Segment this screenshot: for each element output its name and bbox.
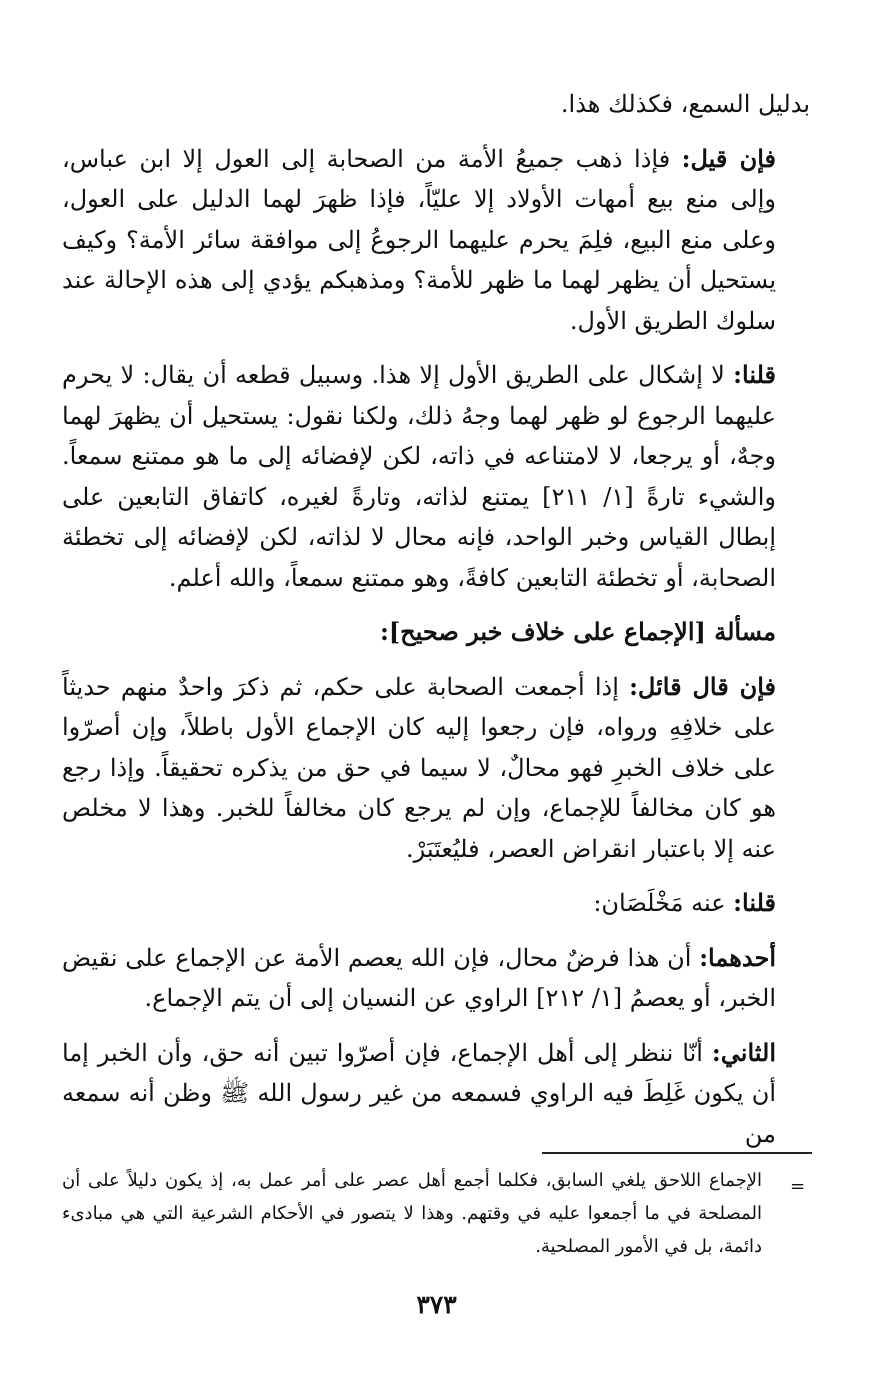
paragraph-lead: قلنا: <box>733 888 776 917</box>
paragraph-5 <box>62 883 810 924</box>
paragraph-text: فإذا ذهب جميعُ الأمة من الصحابة إلى العول إلا ابن عباس، وإلى منع بيع أمهات الأولاد إلا عليّاً، فإذا ظهرَ لهما الدليل على العول، وعلى منع البيع، فلِمَ يحرم عليهما الرجوعُ إلى موافقة سائر الأمة؟ وكيف يستحيل أن يظهر لهما ما ظهر للأمة؟ ومذهبكم يؤدي إلى هذه الإحالة عند سلوك الطريق الأول. <box>62 144 776 335</box>
footnote-text: الإجماع اللاحق يلغي السابق، فكلما أجمع أهل عصر على أمر عمل به، إذ يكون دليلاً على أن المصلحة في ما أجمعوا عليه في وقتهم. وهذا لا يتصور في الأحكام الشرعية التي هي مبادىء دائمة، بل في الأمور المصلحية. <box>62 1170 762 1257</box>
paragraph-text: أن هذا فرضٌ محال، فإن الله يعصم الأمة عن الإجماع على نقيض الخبر، أو يعصمُ [١/ ٢١٢] الراوي عن النسيان إلى أن يتم الإجماع. <box>62 943 776 1012</box>
paragraph-text: إذا أجمعت الصحابة على حكم، ثم ذكرَ واحدٌ منهم حديثاً على خلافِهِ ورواه، فإن رجعوا إليه كان الإجماع الأول باطلاً، وإن أصرّوا على خلاف الخبرِ فهو محالٌ، لا سيما في حق من يذكره تحقيقاً. وإذا رجع هو كان مخالفاً للإجماع، وإن لم يرجع كان مخالفاً للخبر. وهذا لا مخلص عنه إلا باعتبار انقراض العصر، فليُعتَبَرْ. <box>62 672 777 863</box>
paragraph-7 <box>62 1033 810 1155</box>
paragraph-lead: فإن قال قائل: <box>629 671 777 701</box>
footnote-divider <box>542 1152 812 1154</box>
paragraph-text: أنّا ننظر إلى أهل الإجماع، فإن أصرّوا تبين أنه حق، وأن الخبر إما أن يكون غَلِطَ فيه الراوي فسمعه من غير رسول الله ﷺ وظن أنه سمعه من <box>62 1038 776 1148</box>
paragraph-6 <box>62 938 810 1019</box>
paragraph-lead: أحدهما: <box>699 942 776 972</box>
paragraph-lead: فإن قيل: <box>681 143 777 173</box>
page-body <box>62 84 810 1168</box>
footnote-continuation-marker: = <box>790 1176 806 1197</box>
paragraph-text: عنه مَخْلَصَان: <box>593 889 734 917</box>
paragraph-text: لا إشكال على الطريق الأول إلا هذا. وسبيل قطعه أن يقال: لا يحرم عليهما الرجوع لو ظهر لهما وجهُ ذلك، ولكنا نقول: يستحيل أن يظهرَ لهما وجهٌ، أو يرجعا، لا لامتناعه في ذاته، لكن لإفضائه إلى ما هو ممتنع سمعاً. والشيء تارةً [١/ ٢١١] يمتنع لذاته، وتارةً لغيره، كاتفاق التابعين على إبطال القياس وخبر الواحد، فإنه محال لا لذاته، لكن لإفضائه إلى تخطئة الصحابة، أو تخطئة التابعين كافةً، وهو ممتنع سمعاً، والله أعلم. <box>62 361 777 592</box>
paragraph-text: بدليل السمع، فكذلك هذا. <box>560 90 810 118</box>
paragraph-lead: الثاني: <box>711 1037 776 1067</box>
paragraph-4 <box>62 667 810 870</box>
section-heading: مسألة [الإجماع على خلاف خبر صحيح]: <box>379 617 776 646</box>
paragraph-1 <box>62 84 810 125</box>
paragraph-2 <box>62 139 810 342</box>
paragraph-3 <box>62 355 810 598</box>
paragraph-lead: قلنا: <box>733 360 776 389</box>
page-number: ٣٧٣ <box>416 1290 457 1319</box>
